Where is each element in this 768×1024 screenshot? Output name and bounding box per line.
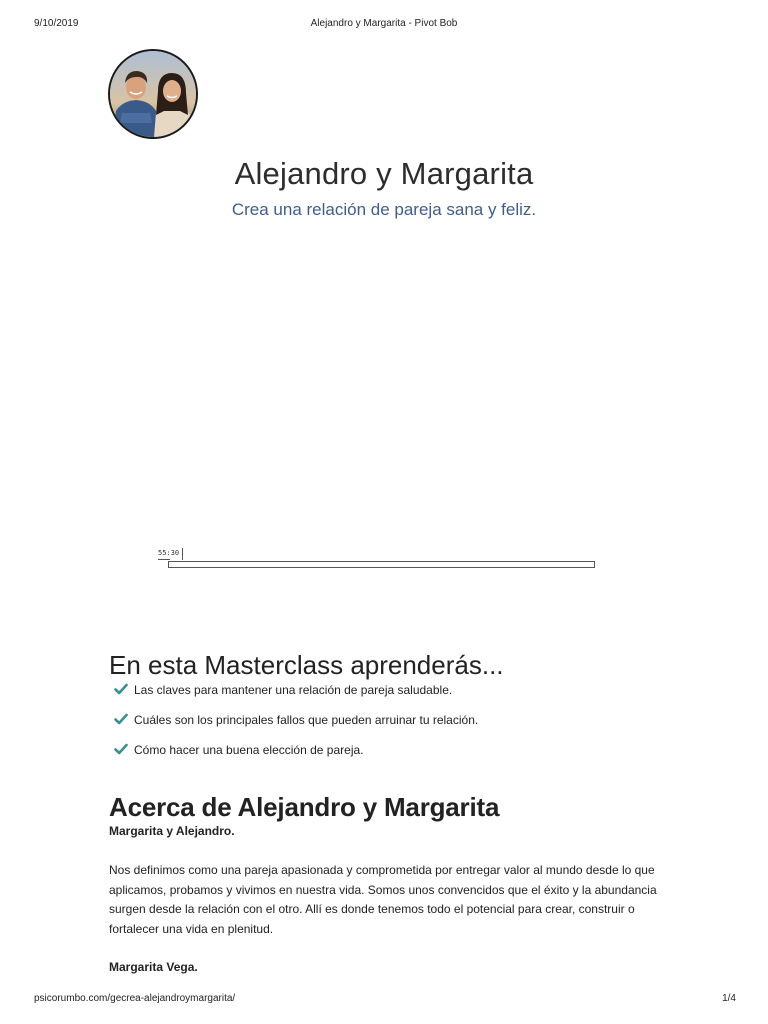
video-time-tick <box>158 559 170 560</box>
check-icon <box>114 743 128 755</box>
print-footer <box>0 993 768 1007</box>
video-progress-bar[interactable] <box>168 561 595 568</box>
list-item <box>114 711 478 741</box>
about-heading: Acerca de Alejandro y Margarita <box>109 791 500 822</box>
about-names: Margarita y Alejandro. <box>109 824 235 838</box>
print-header <box>0 18 768 32</box>
list-item <box>114 681 478 711</box>
print-url: psicorumbo.com/gecrea-alejandroymargarita/ <box>34 993 236 1004</box>
learn-heading: En esta Masterclass aprenderás... <box>109 649 504 680</box>
about-body: Nos definimos como una pareja apasionada y comprometida por entregar valor al mundo desde lo que aplicamos, probamos y vivimos en nuestra vida. Somos unos convencidos que el éxito y la abundancia surgen desde la relación con el otro. Allí es donde tenemos todo el potencial para crear, construir o fortalecer una vida en plenitud. <box>109 863 657 936</box>
print-page-title: Alejandro y Margarita - Pivot Bob <box>310 18 458 29</box>
list-item-text: Las claves para mantener una relación de pareja saludable. <box>134 683 453 697</box>
check-icon <box>114 713 128 725</box>
list-item-text: Cómo hacer una buena elección de pareja. <box>134 743 364 757</box>
list-item <box>114 741 478 771</box>
couple-photo <box>110 51 196 137</box>
learn-list <box>114 681 478 771</box>
print-page-number: 1/4 <box>722 993 736 1004</box>
avatar <box>108 49 198 139</box>
print-date: 9/10/2019 <box>34 18 79 29</box>
check-icon <box>114 683 128 695</box>
about-next-name: Margarita Vega. <box>109 960 198 974</box>
page-subtitle: Crea una relación de pareja sana y feliz. <box>231 200 537 219</box>
page-title: Alejandro y Margarita <box>234 156 534 191</box>
video-time-label: 55:30 <box>158 548 183 560</box>
list-item-text: Cuáles son los principales fallos que pueden arruinar tu relación. <box>134 713 479 727</box>
